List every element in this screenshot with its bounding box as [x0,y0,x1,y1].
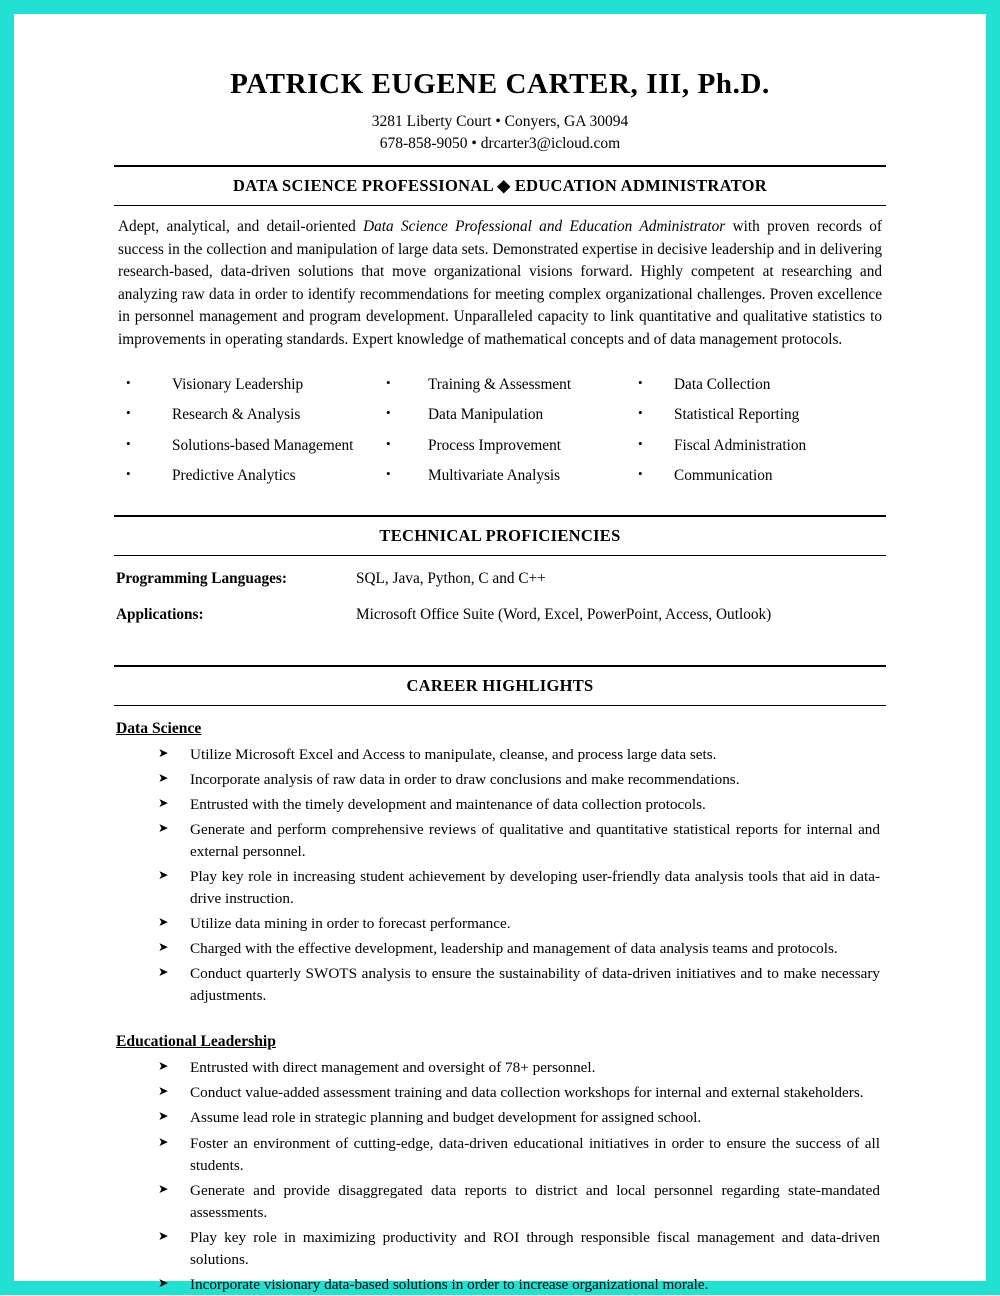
competency-item [372,400,628,431]
technical-row-label: Programming Languages: [116,570,287,588]
list-item: ➤ Conduct quarterly SWOTS analysis to ensure the sustainability of data-driven initiatives and to make necessary adjustments. [158,963,880,1007]
competency-label: Statistical Reporting [674,406,800,424]
list-item: ➤ Entrusted with the timely development and maintenance of data collection protocols. [158,794,880,816]
bullet-icon: • [126,435,131,451]
list-item: ➤ Incorporate visionary data-based solutions in order to increase organizational morale. [158,1274,880,1296]
list-item: ➤ Generate and perform comprehensive reviews of qualitative and quantitative statistical reports for internal and external personnel. [158,819,880,863]
technical-row [116,570,884,588]
bullet-icon: • [638,374,643,390]
bullet-icon: • [386,374,391,390]
competency-item [372,370,628,401]
competency-item [116,400,372,431]
competency-label: Process Improvement [428,436,561,454]
list-item: ➤ Play key role in maximizing productivity and ROI through responsible fiscal management and data-driven solutions. [158,1227,880,1271]
competency-label: Predictive Analytics [172,467,296,485]
list-item: ➤ Foster an environment of cutting-edge, data-driven educational initiatives in order to ensure the success of all students. [158,1133,880,1177]
bullet-icon: • [386,405,391,421]
list-item: ➤ Utilize Microsoft Excel and Access to manipulate, cleanse, and process large data sets. [158,744,880,766]
career-section-bottom-divider [114,705,886,706]
competency-label: Fiscal Administration [674,436,807,454]
headline-title: DATA SCIENCE PROFESSIONAL ◆ EDUCATION ADMINISTRATOR [233,175,767,195]
technical-section-title: TECHNICAL PROFICIENCIES [379,526,621,546]
competency-item [116,431,372,462]
summary-italic-phrase: Data Science Professional and Education Administrator [363,217,726,235]
summary-part-1: Adept, analytical, and detail-oriented [118,217,364,235]
competency-label: Solutions-based Management [172,436,354,454]
section-spacer [114,1011,886,1019]
bullet-icon: • [126,374,131,390]
technical-row-value: Microsoft Office Suite (Word, Excel, PowerPoint, Access, Outlook) [356,606,772,624]
competency-label: Communication [674,467,773,485]
candidate-address: 3281 Liberty Court • Conyers, GA 30094 [371,113,629,130]
competency-label: Data Manipulation [428,406,544,424]
career-section-title: CAREER HIGHLIGHTS [406,676,594,696]
candidate-contact: 678-858-9050 • drcarter3@icloud.com [379,135,621,153]
competency-label: Research & Analysis [172,406,301,424]
bullet-icon: • [386,466,391,482]
competency-label: Training & Assessment [428,375,572,393]
competency-label: Multivariate Analysis [428,467,561,485]
list-item: ➤ Assume lead role in strategic planning and budget development for assigned school. [158,1107,880,1129]
competency-label: Visionary Leadership [172,375,304,393]
technical-row [116,606,884,624]
core-competencies-grid [114,358,886,506]
subsection-heading-educational-leadership: Educational Leadership [116,1033,276,1051]
competency-item [628,431,884,462]
summary-part-2: with proven records of success in the collection and manipulation of large data sets. Demonstrated expertise in decisive leadership and in delivering research-based, data-driven solutions that move organizational visions forward. Highly competent at researching and analyzing raw data in order to identify recommendations for meeting complex organizational challenges. Proven excellence in personnel management and program development. Unparalleled capacity to link quantitative and qualitative statistics to improvements in operating standards. Expert knowledge of mathematical concepts and of data management protocols. [118,217,883,349]
list-item: ➤ Entrusted with direct management and oversight of 78+ personnel. [158,1057,880,1079]
candidate-name: PATRICK EUGENE CARTER, III, Ph.D. [230,68,770,100]
bullet-icon: • [638,466,643,482]
competency-item [372,461,628,492]
competency-item [116,370,372,401]
subsection-heading-data-science: Data Science [116,720,202,738]
bullet-icon: • [386,435,391,451]
competency-item [628,370,884,401]
competency-label: Data Collection [674,375,771,393]
technical-row-label: Applications: [116,606,204,624]
bullet-icon: • [126,405,131,421]
list-item: ➤ Utilize data mining in order to forecast performance. [158,913,880,935]
competency-item [372,431,628,462]
resume-page [14,14,986,1293]
bullet-icon: • [638,405,643,421]
competency-item [628,461,884,492]
data-science-bullet-list [114,744,886,1007]
competency-item [628,400,884,431]
professional-summary [114,206,886,358]
competency-item [116,461,372,492]
bullet-icon: • [126,466,131,482]
bullet-icon: • [638,435,643,451]
list-item: ➤ Incorporate analysis of raw data in order to draw conclusions and make recommendations. [158,769,880,791]
list-item: ➤ Generate and provide disaggregated data reports to district and local personnel regarding state-mandated assessments. [158,1180,880,1224]
technical-row-value: SQL, Java, Python, C and C++ [356,570,546,588]
technical-rows [114,556,886,656]
educational-leadership-bullet-list [114,1057,886,1295]
list-item: ➤ Conduct value-added assessment training and data collection workshops for internal and external stakeholders. [158,1082,880,1104]
list-item: ➤ Play key role in increasing student achievement by developing user-friendly data analysis tools that aid in data-drive instruction. [158,866,880,910]
list-item: ➤ Charged with the effective development, leadership and management of data analysis teams and protocols. [158,938,880,960]
